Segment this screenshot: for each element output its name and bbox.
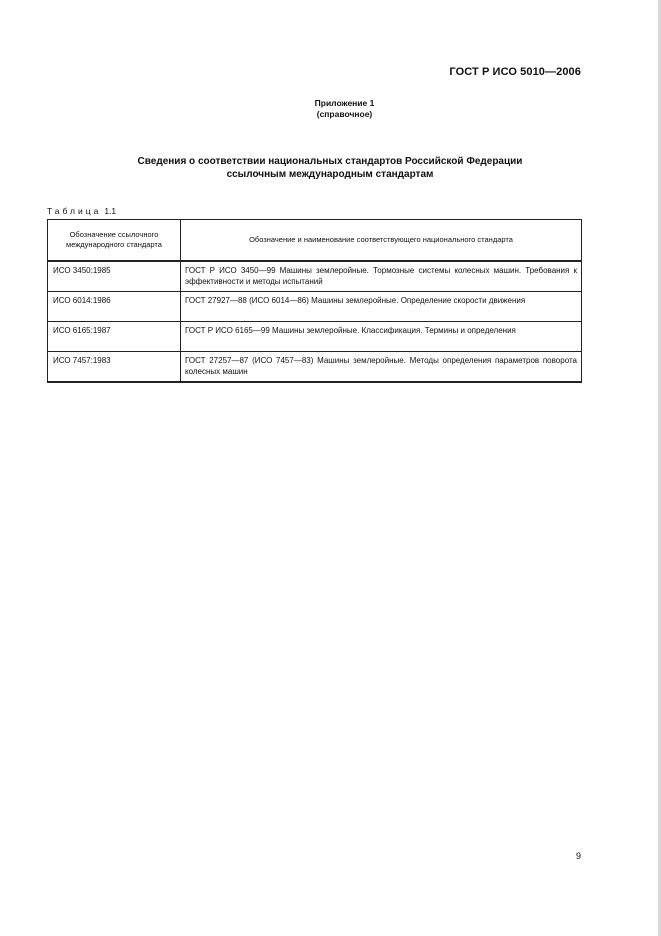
section-title-line-2: ссылочным международным стандартам <box>226 169 434 180</box>
table-caption <box>47 206 116 216</box>
page-number: 9 <box>575 851 581 861</box>
international-standard-code: ИСО 6165:1987 <box>48 322 181 352</box>
national-standard-description: ГОСТ 27927—88 (ИСО 6014—86) Машины землеройные. Определение скорости движения <box>181 292 582 322</box>
table-row <box>48 322 582 352</box>
column-header-national: Обозначение и наименование соответствующего национального стандарта <box>181 220 582 262</box>
international-standard-code: ИСО 6014:1986 <box>48 292 181 322</box>
appendix-heading <box>0 98 661 120</box>
correspondence-table <box>47 219 582 383</box>
national-standard-description: ГОСТ Р ИСО 3450—99 Машины землеройные. Тормозные системы колесных машин. Требования к эффективности и методы испытаний <box>181 261 582 292</box>
international-standard-code: ИСО 7457:1983 <box>48 352 181 383</box>
section-title-line-1: Сведения о соответствии национальных стандартов Российской Федерации <box>137 156 523 167</box>
table-row <box>48 292 582 322</box>
column-header-international: Обозначение ссылочного международного стандарта <box>48 220 181 262</box>
table-caption-number: 1.1 <box>104 206 117 216</box>
table-row <box>48 261 582 292</box>
appendix-note: (справочное) <box>316 109 373 119</box>
section-title <box>60 155 600 181</box>
table-caption-label: Таблица <box>47 206 102 216</box>
national-standard-description: ГОСТ Р ИСО 6165—99 Машины землеройные. Классификация. Термины и определения <box>181 322 582 352</box>
document-header: ГОСТ Р ИСО 5010—2006 <box>449 66 581 78</box>
appendix-title: Приложение 1 <box>314 98 375 108</box>
table-header-row <box>48 220 582 262</box>
international-standard-code: ИСО 3450:1985 <box>48 261 181 292</box>
table-row <box>48 352 582 383</box>
national-standard-description: ГОСТ 27257—87 (ИСО 7457—83) Машины землеройные. Методы определения параметров поворота колесных машин <box>181 352 582 383</box>
